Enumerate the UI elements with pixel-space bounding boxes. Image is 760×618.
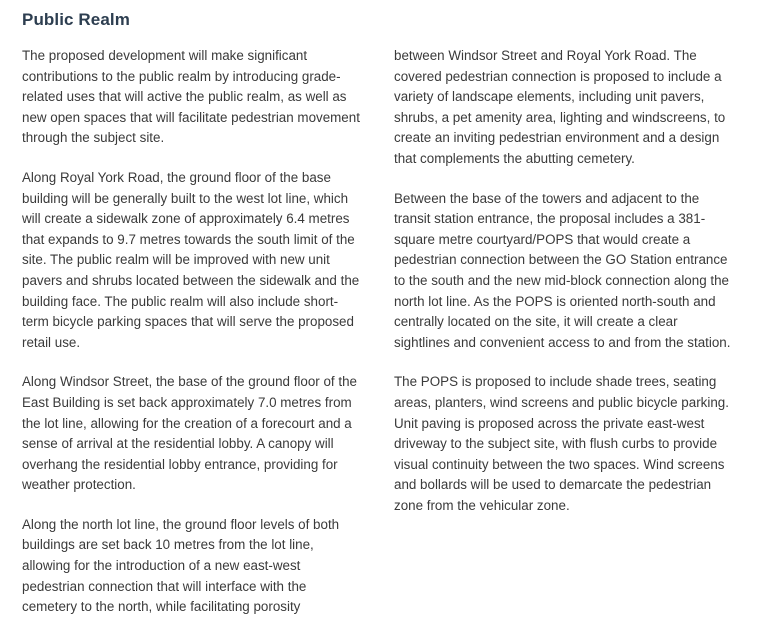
page-title: Public Realm — [22, 10, 130, 29]
paragraph: between Windsor Street and Royal York Road. The covered pedestrian connection is proposed to include a variety of landscape elements, including unit pavers, shrubs, a pet amenity area, lighting and windscreens, to create an inviting pedestrian environment and a design that complements the abutting cemetery. — [394, 48, 726, 166]
paragraph: The proposed development will make significant contributions to the public realm by introducing grade-related uses that will active the public realm, as well as new open spaces that will facilitate pedestrian movement through the subject site. — [22, 48, 360, 146]
right-column — [394, 46, 734, 516]
paragraph: Along Windsor Street, the base of the ground floor of the East Building is set back approximately 7.0 metres from the lot line, allowing for the creation of a forecourt and a sense of arrival at the residential lobby. A canopy will overhang the residential lobby entrance, providing for weather protection. — [22, 374, 357, 493]
paragraph: Along Royal York Road, the ground floor of the base building will be generally built to the west lot line, which will create a sidewalk zone of approximately 6.4 metres that expands to 9.7 metres towards the south limit of the site. The public realm will be improved with new unit pavers and shrubs located between the sidewalk and the building face. The public realm will also include short-term bicycle parking spaces that will serve the proposed retail use. — [22, 169, 360, 350]
two-column-body — [22, 46, 740, 618]
paragraph: Between the base of the towers and adjacent to the transit station entrance, the proposal includes a 381-square metre courtyard/POPS that would create a pedestrian connection between the GO Station entrance to the south and the new mid-block connection along the north lot line. As the POPS is oriented north-south and centrally located on the site, it will create a clear sightlines and convenient access to and from the station. — [394, 190, 731, 350]
paragraph: The POPS is proposed to include shade trees, seating areas, planters, wind screens and public bicycle parking. Unit paving is proposed across the private east-west driveway to the subject site, with flush curbs to provide visual continuity between the two spaces. Wind screens and bollards will be used to demarcate the pedestrian zone from the vehicular zone. — [394, 374, 729, 513]
paragraph: Along the north lot line, the ground floor levels of both buildings are set back 10 metres from the lot line, allowing for the introduction of a new east-west pedestrian connection that will interface with the cemetery to the north, while facilitating porosity — [22, 516, 340, 615]
left-column — [22, 46, 362, 618]
